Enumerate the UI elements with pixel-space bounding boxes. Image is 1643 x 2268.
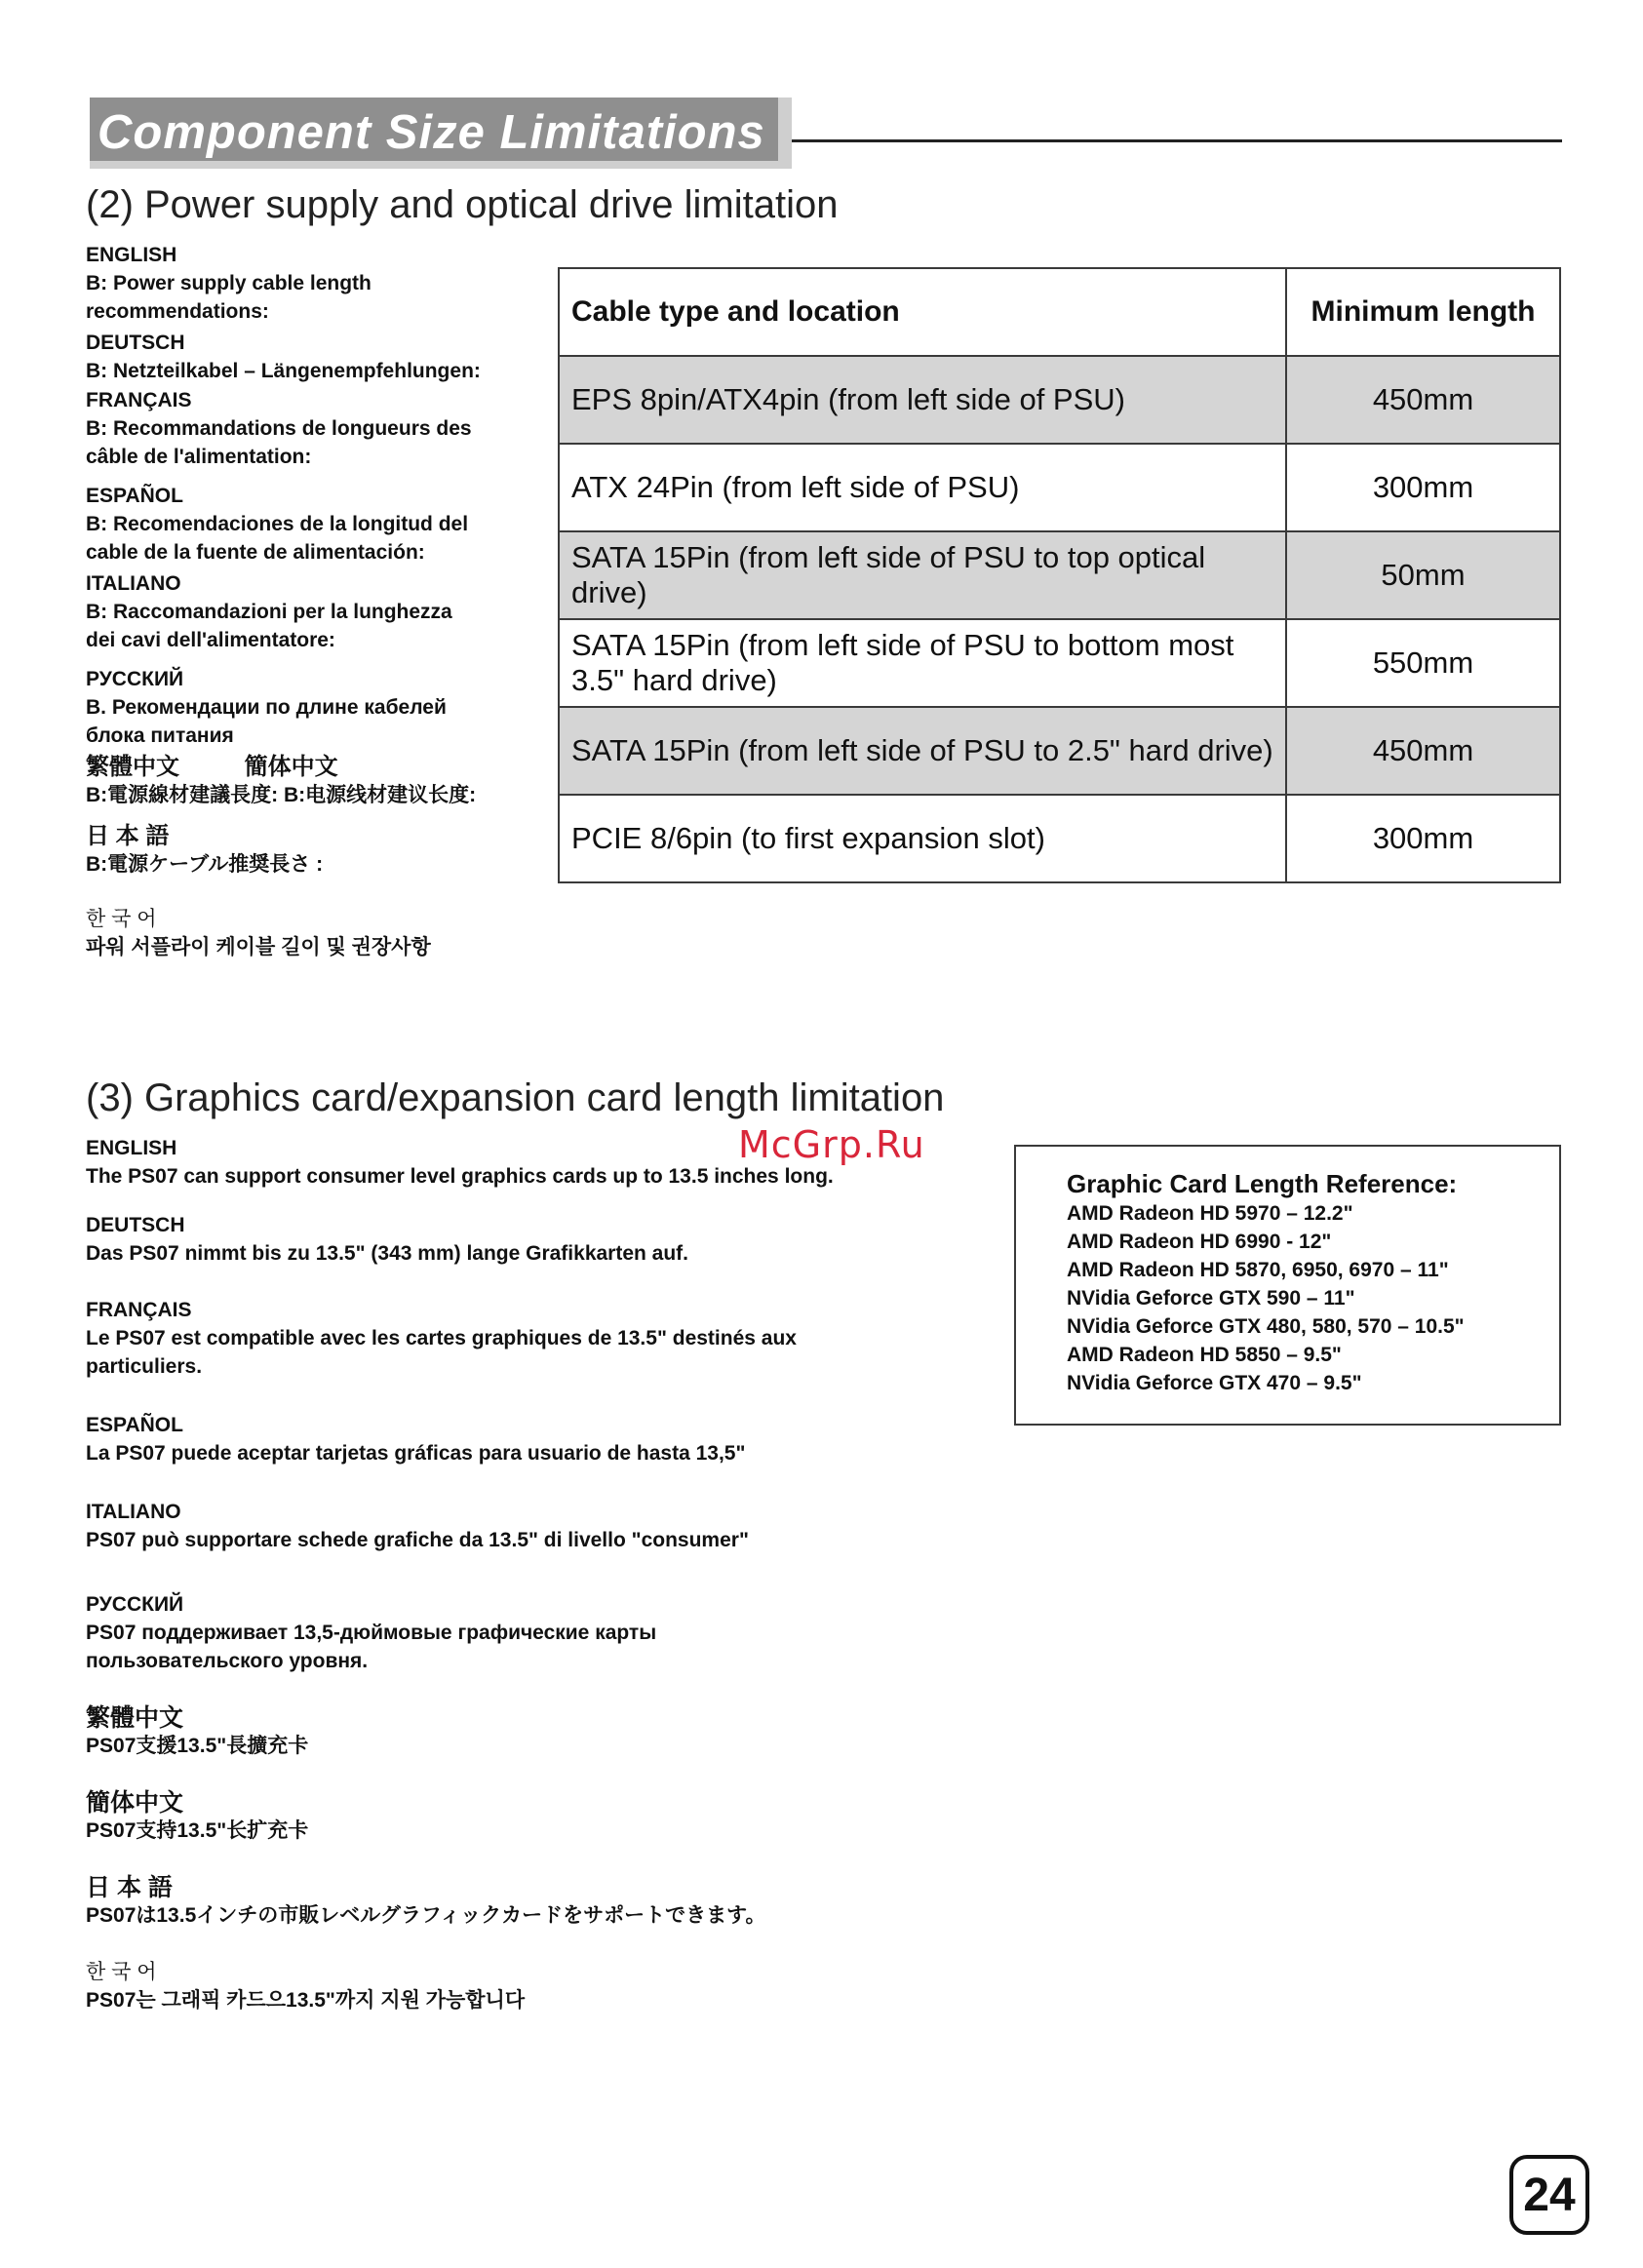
lang-text: B: Power supply cable length recommendations: bbox=[86, 272, 372, 323]
lang-text: 파워 서플라이 케이블 길이 및 권장사항 bbox=[86, 936, 431, 958]
lang-block-deutsch bbox=[86, 330, 544, 385]
lang-block-espanol bbox=[86, 483, 544, 567]
lang-name: ENGLISH bbox=[86, 1137, 177, 1159]
lang-block-italiano bbox=[86, 1499, 963, 1554]
lang-name: FRANÇAIS bbox=[86, 389, 192, 411]
min-length-cell: 450mm bbox=[1286, 707, 1560, 795]
power-cable-table bbox=[558, 267, 1561, 883]
table-row bbox=[559, 707, 1560, 795]
lang-block-simplified-chinese bbox=[86, 1789, 963, 1845]
lang-block-italiano bbox=[86, 570, 544, 654]
lang-text: PS07 può supportare schede grafiche da 13.5" di livello "consumer" bbox=[86, 1529, 749, 1551]
lang-text: PS07 поддерживает 13,5-дюймовые графические карты пользовательского уровня. bbox=[86, 1622, 657, 1672]
reference-item: NVidia Geforce GTX 590 – 11" bbox=[1067, 1287, 1355, 1310]
reference-item: AMD Radeon HD 5870, 6950, 6970 – 11" bbox=[1067, 1259, 1449, 1281]
page-title: Component Size Limitations bbox=[98, 106, 765, 159]
table-row bbox=[559, 619, 1560, 707]
lang-block-russian bbox=[86, 1591, 963, 1675]
graphics-language-list bbox=[86, 1135, 963, 2014]
graphics-section-title: (3) Graphics card/expansion card length limitation bbox=[86, 1076, 945, 1119]
lang-name: FRANÇAIS bbox=[86, 1299, 192, 1321]
lang-block-english bbox=[86, 242, 544, 326]
lang-text: The PS07 can support consumer level graphics cards up to 13.5 inches long. bbox=[86, 1165, 834, 1188]
lang-block-traditional-chinese bbox=[86, 1704, 963, 1760]
lang-block-francais bbox=[86, 1297, 963, 1381]
lang-block-deutsch bbox=[86, 1212, 963, 1268]
lang-name: ENGLISH bbox=[86, 244, 177, 266]
lang-name: 한 국 어 bbox=[86, 908, 157, 930]
lang-text: PS07는 그래픽 카드으13.5"까지 지원 가능합니다 bbox=[86, 1989, 526, 2012]
lang-block-francais bbox=[86, 387, 544, 471]
graphic-card-reference-box bbox=[1014, 1145, 1561, 1426]
lang-text: La PS07 puede aceptar tarjetas gráficas para usuario de hasta 13,5" bbox=[86, 1442, 746, 1465]
lang-name: РУССКИЙ bbox=[86, 668, 184, 690]
power-section-title: (2) Power supply and optical drive limitation bbox=[86, 183, 839, 226]
table-row bbox=[559, 795, 1560, 882]
cable-type-cell: SATA 15Pin (from left side of PSU to top optical drive) bbox=[559, 531, 1286, 619]
lang-block-english bbox=[86, 1135, 963, 1191]
lang-name: 繁體中文 簡体中文 bbox=[86, 754, 338, 780]
lang-text: B: Recommandations de longueurs des câble de l'alimentation: bbox=[86, 417, 472, 468]
reference-item: AMD Radeon HD 5970 – 12.2" bbox=[1067, 1202, 1353, 1225]
table-row bbox=[559, 356, 1560, 444]
lang-block-chinese bbox=[86, 754, 544, 809]
lang-text: PS07は13.5インチの市販レベルグラフィックカードをサポートできます。 bbox=[86, 1904, 766, 1927]
lang-text: B:電源線材建議長度: B:电源线材建议长度: bbox=[86, 784, 477, 806]
reference-item: NVidia Geforce GTX 470 – 9.5" bbox=[1067, 1372, 1362, 1394]
lang-text: B: Recomendaciones de la longitud del cable de la fuente de alimentación: bbox=[86, 513, 469, 564]
table-row bbox=[559, 444, 1560, 531]
lang-name: DEUTSCH bbox=[86, 332, 185, 354]
header-rule bbox=[792, 139, 1562, 142]
lang-name: 한 국 어 bbox=[86, 1961, 157, 1983]
column-header-length: Minimum length bbox=[1286, 268, 1560, 356]
lang-text: B: Raccomandazioni per la lunghezza dei cavi dell'alimentatore: bbox=[86, 601, 452, 651]
lang-text: B:電源ケーブル推奨長さ : bbox=[86, 853, 324, 876]
cable-type-cell: SATA 15Pin (from left side of PSU to 2.5" hard drive) bbox=[559, 707, 1286, 795]
lang-name: DEUTSCH bbox=[86, 1214, 185, 1236]
min-length-cell: 50mm bbox=[1286, 531, 1560, 619]
lang-name: 繁體中文 bbox=[86, 1704, 184, 1732]
lang-name: 日 本 語 bbox=[86, 823, 170, 849]
lang-text: Das PS07 nimmt bis zu 13.5" (343 mm) lange Grafikkarten auf. bbox=[86, 1242, 689, 1265]
lang-block-korean bbox=[86, 1959, 963, 2014]
lang-name: РУССКИЙ bbox=[86, 1593, 184, 1616]
lang-text: B: Netzteilkabel – Längenempfehlungen: bbox=[86, 360, 481, 382]
min-length-cell: 450mm bbox=[1286, 356, 1560, 444]
lang-name: 簡体中文 bbox=[86, 1789, 184, 1817]
reference-title: Graphic Card Length Reference: bbox=[1067, 1169, 1458, 1198]
min-length-cell: 300mm bbox=[1286, 444, 1560, 531]
cable-type-cell: ATX 24Pin (from left side of PSU) bbox=[559, 444, 1286, 531]
lang-block-russian bbox=[86, 666, 544, 750]
lang-block-japanese bbox=[86, 823, 544, 879]
reference-item: AMD Radeon HD 6990 - 12" bbox=[1067, 1231, 1332, 1253]
lang-text: Le PS07 est compatible avec les cartes graphiques de 13.5" destinés aux particuliers. bbox=[86, 1327, 797, 1378]
lang-text: PS07支援13.5"長擴充卡 bbox=[86, 1735, 309, 1757]
lang-block-japanese bbox=[86, 1874, 963, 1930]
lang-text: PS07支持13.5"长扩充卡 bbox=[86, 1819, 309, 1842]
reference-item: NVidia Geforce GTX 480, 580, 570 – 10.5" bbox=[1067, 1315, 1465, 1338]
lang-name: ITALIANO bbox=[86, 572, 181, 595]
lang-block-espanol bbox=[86, 1412, 963, 1467]
table-header-row bbox=[559, 268, 1560, 356]
lang-name: ESPAÑOL bbox=[86, 1414, 183, 1436]
page-number: 24 bbox=[1509, 2155, 1589, 2235]
lang-block-korean bbox=[86, 906, 544, 961]
lang-name: ESPAÑOL bbox=[86, 485, 183, 507]
min-length-cell: 300mm bbox=[1286, 795, 1560, 882]
cable-type-cell: PCIE 8/6pin (to first expansion slot) bbox=[559, 795, 1286, 882]
power-language-list bbox=[86, 242, 544, 961]
lang-text: B. Рекомендации по длине кабелей блока питания bbox=[86, 696, 447, 747]
column-header-type: Cable type and location bbox=[559, 268, 1286, 356]
lang-name: 日 本 語 bbox=[86, 1874, 173, 1901]
cable-type-cell: EPS 8pin/ATX4pin (from left side of PSU) bbox=[559, 356, 1286, 444]
table-row bbox=[559, 531, 1560, 619]
watermark: McGrp.Ru bbox=[738, 1123, 925, 1166]
cable-type-cell: SATA 15Pin (from left side of PSU to bottom most 3.5" hard drive) bbox=[559, 619, 1286, 707]
min-length-cell: 550mm bbox=[1286, 619, 1560, 707]
reference-item: AMD Radeon HD 5850 – 9.5" bbox=[1067, 1344, 1342, 1366]
lang-name: ITALIANO bbox=[86, 1501, 181, 1523]
